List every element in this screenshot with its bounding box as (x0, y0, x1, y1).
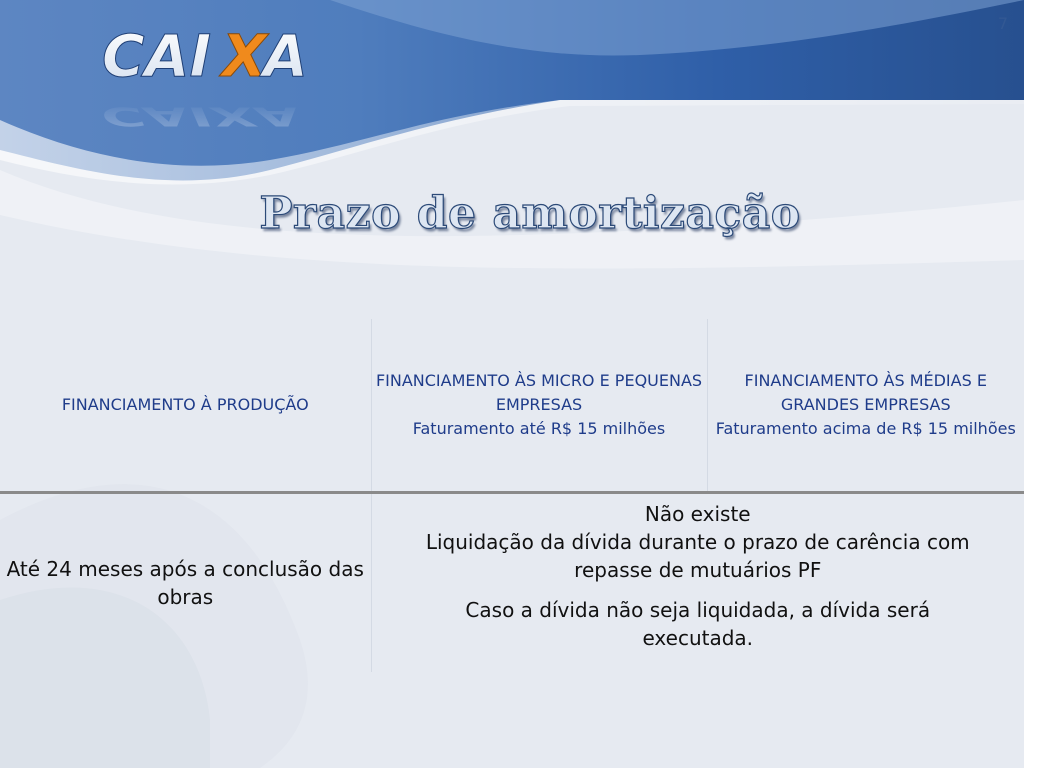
slide-title: Prazo de amortização (259, 188, 801, 239)
header-cell-micro-pequenas (371, 319, 707, 493)
cell-prazo-producao (0, 493, 371, 673)
caixa-logo (100, 22, 332, 133)
header-subline: Faturamento acima de R$ 15 milhões (715, 419, 1016, 438)
cell-text: Até 24 meses após a conclusão das obras (6, 557, 364, 609)
cell-line-nao-existe: Não existe (644, 502, 751, 526)
header-cell-medias-grandes (707, 319, 1024, 493)
svg-text:CAIXA: CAIXA (102, 101, 301, 133)
table-row (0, 493, 1024, 673)
page-number: 7 (997, 14, 1008, 33)
table-header-row (0, 319, 1024, 493)
svg-text:A: A (263, 22, 308, 90)
header-cell-producao (0, 319, 371, 493)
cell-line-execucao: Caso a dívida não seja liquidada, a dívida será executada. (465, 598, 931, 650)
svg-text:CAI: CAI (102, 22, 212, 90)
cell-prazo-empresas (371, 493, 1024, 673)
header-line: FINANCIAMENTO À PRODUÇÃO (61, 395, 309, 414)
svg-text:X: X (222, 22, 267, 90)
amortization-table (0, 319, 1024, 672)
header-line: FINANCIAMENTO ÀS MÉDIAS E GRANDES EMPRESAS (744, 371, 987, 414)
header-line: FINANCIAMENTO ÀS MICRO E PEQUENAS EMPRESAS (375, 371, 703, 414)
cell-line-liquidacao: Liquidação da dívida durante o prazo de carência com repasse de mutuários PF (425, 530, 970, 582)
header-subline: Faturamento até R$ 15 milhões (412, 419, 666, 438)
